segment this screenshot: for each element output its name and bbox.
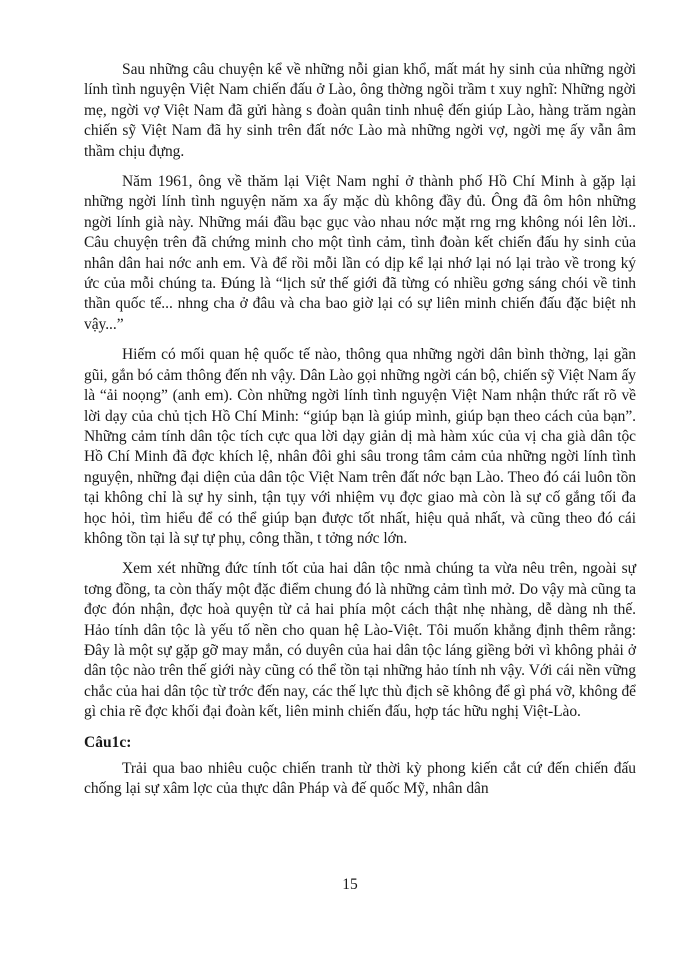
paragraph: Hiếm có mối quan hệ quốc tế nào, thông qua những ngời dân bình thờng, lại gần gũi, gắn bó cảm thông đến nh vậy. Dân Lào gọi những ngời cán bộ, chiến sỹ Việt Nam ấy là “ải noọng” (anh em). Còn những ngời lính tình nguyện Việt Nam nhận thức rất rõ về lời dạy của chủ tịch Hồ Chí Minh: “giúp bạn là giúp mình, giúp bạn theo cách của bạn”. Những cảm tính dân tộc tích cực qua lời dạy giản dị mà hàm xúc của vị cha già dân tộc Hồ Chí Minh đã đợc khích lệ, nhân đôi ghi sâu trong tâm cảm của những ngời lính tình nguyện, những đại diện của dân tộc Việt Nam trên đất nớc bạn Lào. Theo đó cái luôn tồn tại không chỉ là sự hy sinh, tận tụy với nhiệm vụ đợc giao mà còn là sự cố gắng tối đa học hỏi, tìm hiểu để có thể giúp bạn được tốt nhất, hiệu quả nhất, và cũng theo đó cái không tồn tại là sự tự phụ, công thần, t tởng nớc lớn. [84, 346, 636, 547]
page-number: 15 [342, 876, 358, 893]
page-body [84, 60, 636, 810]
paragraph: Năm 1961, ông về thăm lại Việt Nam nghỉ ở thành phố Hồ Chí Minh à gặp lại những ngời lính tình nguyện năm xa ấy mặc dù không đầy đủ. Ông đã ôm hôn những ngời lính già này. Những mái đầu bạc gục vào nhau nớc mặt rng rng không nói lên lời.. Câu chuyện trên đã chứng minh cho một tình cảm, tình đoàn kết chiến đấu hy sinh của nhân dân hai nớc anh em. Và để rồi mỗi lần có dịp kể lại nhớ lại nó lại trào về trong ký ức của mỗi chúng ta. Đúng là “lịch sử thế giới đã từng có nhiều gơng sáng chói về tinh thần quốc tế... nhng cha ở đâu và cha bao giờ lại có sự liên minh chiến đấu đặc biệt nh vậy...” [84, 173, 636, 333]
paragraph: Sau những câu chuyện kể về những nỗi gian khổ, mất mát hy sinh của những ngời lính tình nguyện Việt Nam chiến đấu ở Lào, ông thờng ngồi trầm t xuy nghĩ: Những ngời mẹ, ngời vợ Việt Nam đã gửi hàng s đoàn quân tinh nhuệ đến giúp Lào, hàng trăm ngàn chiến sỹ Việt Nam đã hy sinh trên đất nớc Lào mà những ngời vợ, ngời mẹ ấy vẫn âm thầm chịu đựng. [84, 61, 636, 160]
section-heading: Câu1c: [84, 733, 132, 751]
paragraph: Trải qua bao nhiêu cuộc chiến tranh từ thời kỳ phong kiến cắt cứ đến chiến đấu chống lại sự xâm lợc của thực dân Pháp và đế quốc Mỹ, nhân dân [84, 760, 636, 798]
paragraph: Xem xét những đức tính tốt của hai dân tộc nmà chúng ta vừa nêu trên, ngoài sự tơng đồng, ta còn thấy một đặc điểm chung đó là những cảm tình mở. Do vậy mà cũng ta đợc đón nhận, đợc hoà quyện từ cả hai phía một cách thật nhẹ nhàng, dễ dàng nh thế. Hảo tính dân tộc là yếu tố nền cho quan hệ Lào-Việt. Tôi muốn khẳng định thêm rằng: Đây là một sự gặp gỡ may mắn, có duyên của hai dân tộc láng giềng bởi vì không phải ở dân tộc nào trên thế giới này cũng có thể tồn tại những hảo tính nh vậy. Với cái nền vững chắc của hai dân tộc từ trớc đến nay, các thế lực thù địch sẽ không để gì phá vỡ, không để gì chia rẽ đợc khối đại đoàn kết, liên minh chiến đấu, hợp tác hữu nghị Việt-Lào. [84, 560, 636, 721]
